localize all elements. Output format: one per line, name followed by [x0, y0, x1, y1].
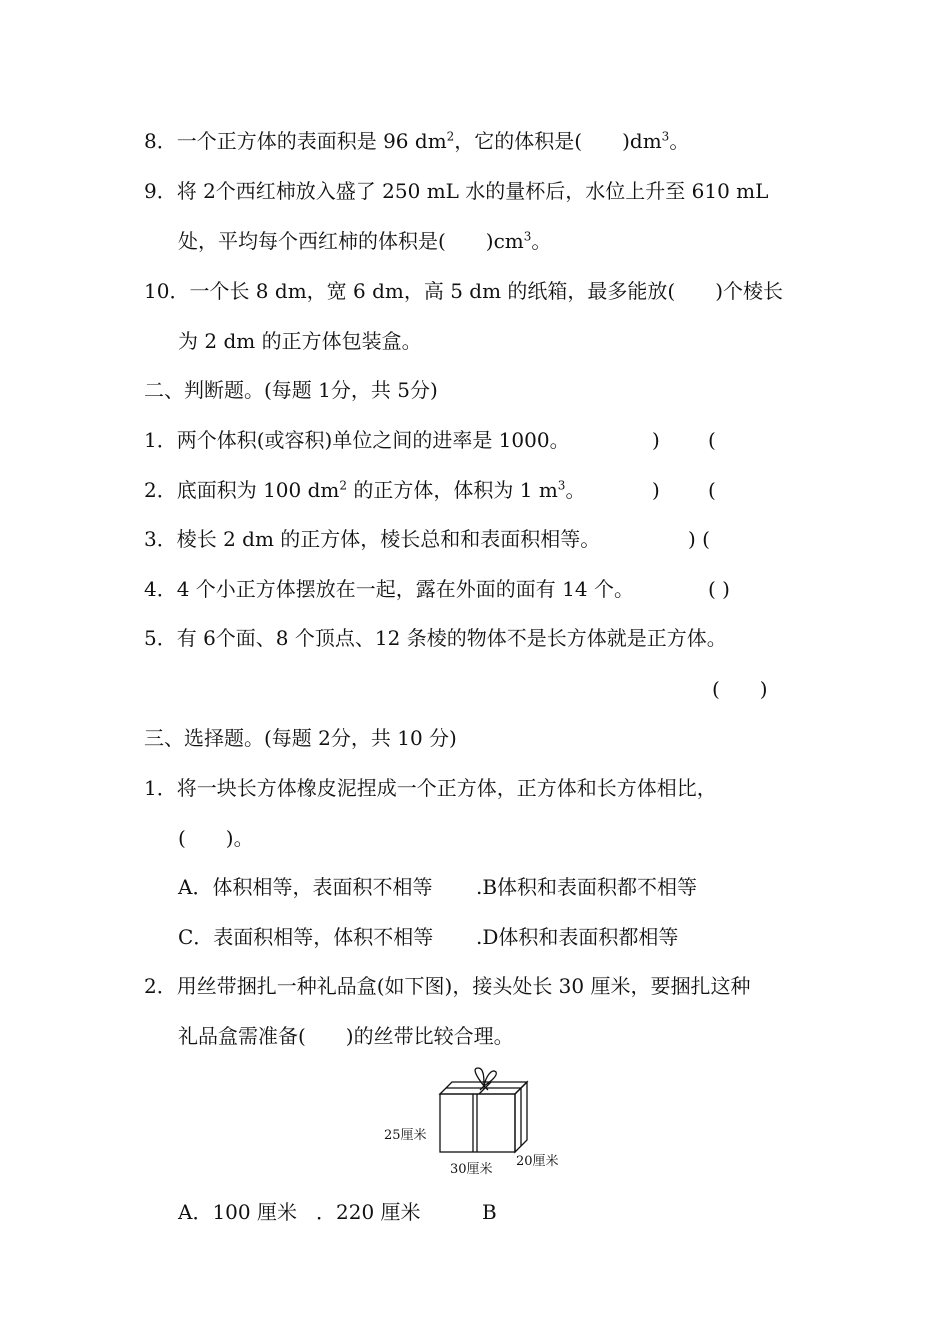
choice-q2-line-1: 2．用丝带捆扎一种礼品盒(如下图)，接头处长 30 厘米，要捆扎这种	[144, 974, 751, 998]
judge-item-2-text-a: 2．底面积为 100 dm	[144, 478, 340, 502]
question-10-line-2: 为 2 dm 的正方体包装盒。	[178, 329, 422, 353]
superscript: 3	[557, 478, 566, 493]
question-8-text-c: 。	[669, 129, 690, 153]
gift-box-figure	[380, 1062, 580, 1182]
choice-q2-line-2: 礼品盒需准备( )的丝带比较合理。	[178, 1024, 514, 1048]
judge-item-1: 1．两个体积(或容积)单位之间的进率是 1000。	[144, 428, 570, 452]
judge-item-4: 4．4 个小正方体摆放在一起，露在外面的面有 14 个。	[144, 577, 634, 601]
box-length-label: 30厘米	[450, 1162, 493, 1177]
judge-heading: 二、判断题。(每题 1分，共 5分)	[144, 378, 438, 402]
choice-q1-option-b: .B体积和表面积都不相等	[476, 875, 698, 899]
superscript: 3	[661, 129, 670, 144]
question-9-line-2	[178, 228, 551, 254]
judge-item-5: 5．有 6个面、8 个顶点、12 条棱的物体不是长方体就是正方体。	[144, 626, 727, 650]
question-9-line-1: 9．将 2个西红柿放入盛了 250 mL 水的量杯后，水位上升至 610 mL	[144, 179, 769, 203]
question-9-text-a: 处，平均每个西红柿的体积是( )cm	[178, 229, 524, 253]
judge-item-2-text-b: 的正方体，体积为 1 m	[347, 478, 558, 502]
superscript: 3	[523, 229, 532, 244]
judge-item-4-mark: ( )	[708, 577, 730, 601]
choice-q2-option-b: ．220 厘米	[316, 1200, 421, 1224]
superscript: 2	[339, 478, 348, 493]
choice-q1-option-c: C．表面积相等，体积不相等	[178, 925, 434, 949]
box-height-label: 25厘米	[384, 1128, 427, 1143]
choice-q1-option-d: .D体积和表面积都相等	[476, 925, 679, 949]
judge-item-3: 3．棱长 2 dm 的正方体，棱长总和和表面积相等。	[144, 527, 601, 551]
question-9-text-b: 。	[531, 229, 552, 253]
box-width-label: 20厘米	[516, 1154, 559, 1169]
judge-item-2	[144, 477, 585, 503]
question-8-text-b: ，它的体积是( )dm	[454, 129, 662, 153]
question-8	[144, 128, 689, 154]
ribbon-bow	[475, 1068, 496, 1086]
choice-q1-line-2: ( )。	[178, 826, 254, 850]
judge-item-1-mark-right: )	[652, 428, 660, 452]
choice-q2-option-b-letter: B	[482, 1200, 497, 1224]
judge-item-2-mark-left: (	[708, 478, 716, 502]
judge-item-2-text-c: 。	[565, 478, 586, 502]
judge-item-5-mark: ( )	[712, 677, 768, 701]
choice-q1-line-1: 1．将一块长方体橡皮泥捏成一个正方体，正方体和长方体相比，	[144, 776, 717, 800]
judge-item-1-mark-left: (	[708, 428, 716, 452]
choice-q1-option-a: A．体积相等，表面积不相等	[178, 875, 433, 899]
question-10-line-1: 10．一个长 8 dm，宽 6 dm，高 5 dm 的纸箱，最多能放( )个棱长	[144, 279, 784, 303]
judge-item-2-mark-right: )	[652, 478, 660, 502]
choice-heading: 三、选择题。(每题 2分，共 10 分)	[144, 726, 457, 750]
choice-q2-option-a: A．100 厘米	[178, 1200, 297, 1224]
judge-item-3-mark: ) (	[688, 527, 710, 551]
question-8-text-a: 8．一个正方体的表面积是 96 dm	[144, 129, 447, 153]
superscript: 2	[446, 129, 455, 144]
